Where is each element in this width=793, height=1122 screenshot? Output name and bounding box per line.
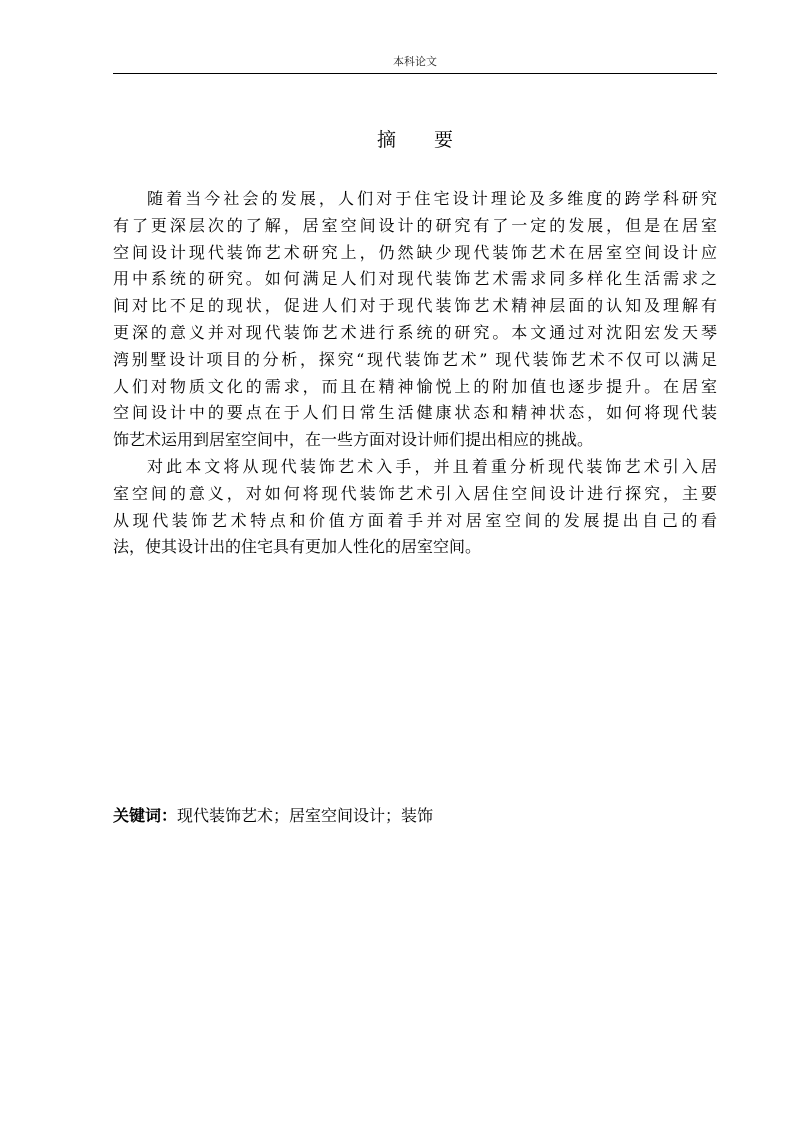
running-header: 本科论文 (393, 55, 437, 68)
text-line: 法，使其设计出的住宅具有更加人性化的居室空间。 (113, 537, 482, 557)
header-divider (113, 73, 717, 74)
abstract-paragraph-1 (113, 186, 717, 454)
text-line: 室空间的意义，对如何将现代装饰艺术引入居住空间设计进行探究，主要 (113, 483, 717, 503)
abstract-title-char-2: 要 (434, 129, 454, 151)
text-line: 间对比不足的现状，促进人们对于现代装饰艺术精神层面的认知及理解有 (113, 296, 717, 316)
text-line: 有了更深层次的了解，居室空间设计的研究有了一定的发展，但是在居室 (113, 215, 717, 235)
text-line: 对此本文将从现代装饰艺术入手，并且着重分析现代装饰艺术引入居 (147, 456, 717, 476)
text-line: 人们对物质文化的需求，而且在精神愉悦上的附加值也逐步提升。在居室 (113, 376, 717, 396)
text-line: 饰艺术运用到居室空间中，在一些方面对设计师们提出相应的挑战。 (113, 430, 594, 450)
abstract-title-char-1: 摘 (376, 129, 396, 151)
text-line: 湾别墅设计项目的分析，探究“现代装饰艺术” 现代装饰艺术不仅可以满足 (113, 349, 717, 369)
keywords-value: 现代装饰艺术；居室空间设计；装饰 (177, 806, 434, 825)
keywords-line (113, 803, 717, 829)
abstract-title (113, 127, 717, 153)
text-line: 空间设计中的要点在于人们日常生活健康状态和精神状态，如何将现代装 (113, 403, 717, 423)
abstract-body (113, 186, 717, 561)
keywords-label: 关键词： (113, 806, 178, 825)
text-line: 随着当今社会的发展，人们对于住宅设计理论及多维度的跨学科研究 (147, 189, 717, 208)
text-line: 空间设计现代装饰艺术研究上，仍然缺少现代装饰艺术在居室空间设计应 (113, 242, 717, 262)
text-line: 用中系统的研究。如何满足人们对现代装饰艺术需求同多样化生活需求之 (113, 269, 717, 289)
text-line: 从现代装饰艺术特点和价值方面着手并对居室空间的发展提出自己的看 (113, 510, 717, 530)
text-line: 更深的意义并对现代装饰艺术进行系统的研究。本文通过对沈阳宏发天琴 (113, 322, 717, 342)
abstract-paragraph-2 (113, 454, 717, 561)
